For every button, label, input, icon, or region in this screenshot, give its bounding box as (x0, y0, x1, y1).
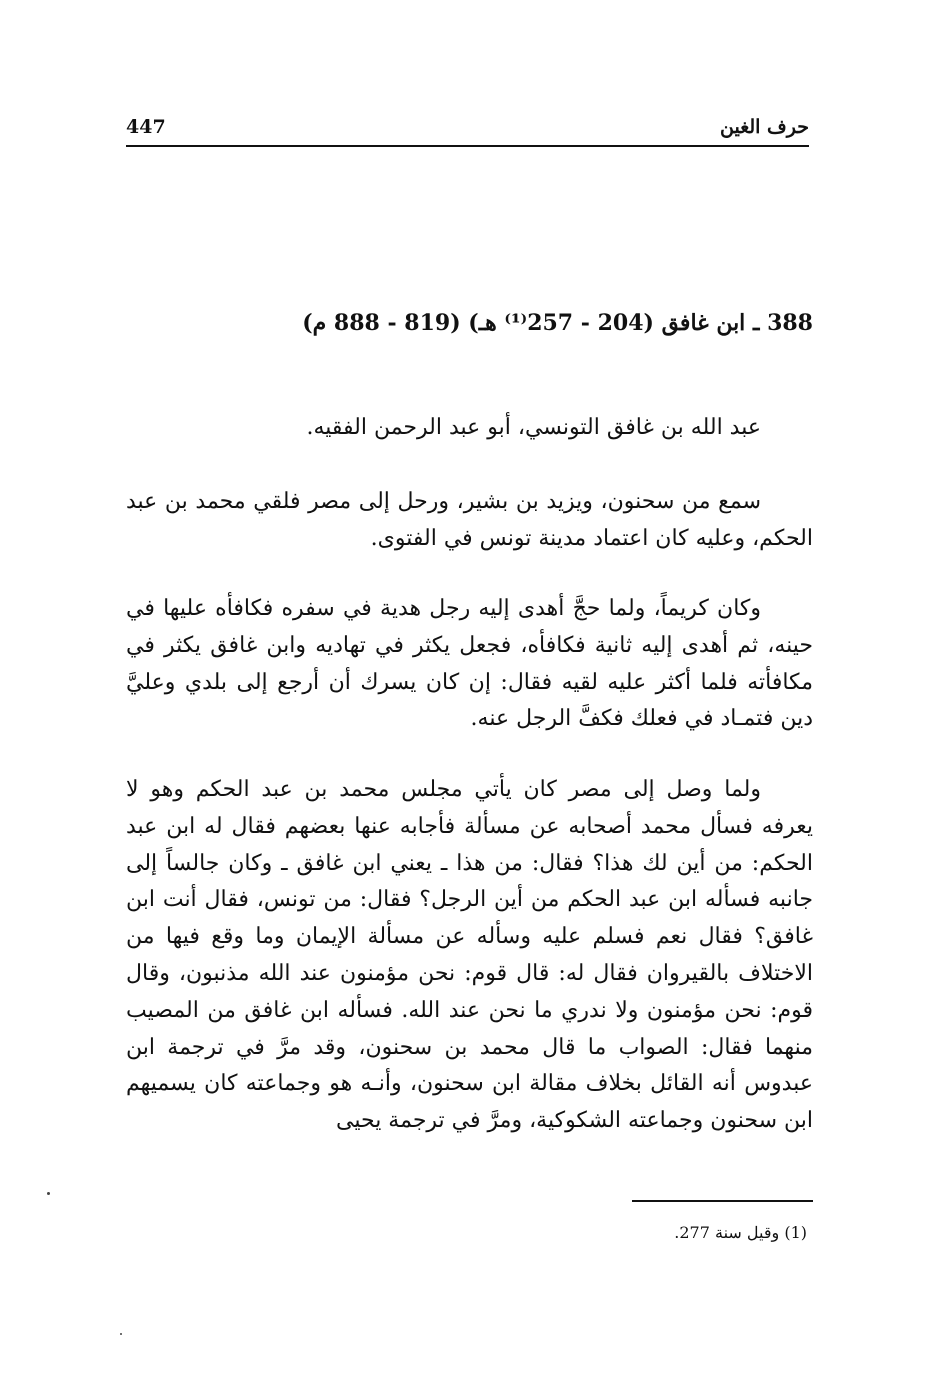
page-number: 447 (126, 116, 166, 138)
paragraph-teachers (126, 484, 813, 558)
paragraph-text: عبد الله بن غافق التونسي، أبو عبد الرحمن الفقيه. (306, 415, 761, 440)
scan-speck (47, 1192, 50, 1195)
running-title: حرف الغين (720, 116, 809, 138)
header-rule (126, 145, 809, 147)
footnote: (1) وقيل سنة 277. (674, 1223, 807, 1242)
scan-speck (120, 1333, 122, 1335)
paragraph-text: وكان كريماً، ولما حجَّ أهدى إليه رجل هدية في سفره فكافأه عليها في حينه، ثم أهدى إليه ثانية فكافأه، فجعل يكثر في تهاديه وابن غافق يكثر في مكافأته فلما أكثر عليه لقيه فقال: إن كان يسرك أن أرجع إلى بلدي وعليَّ دين فتمـاد في فعلك فكفَّ الرجل عنه. (126, 596, 813, 732)
paragraph-generosity (126, 591, 813, 738)
entry-heading: 388 ـ ابن غافق (204 - 257⁽¹⁾ هـ) (819 - 888 م) (302, 310, 813, 336)
paragraph-text: سمع من سحنون، ويزيد بن بشير، ورحل إلى مصر فلقي محمد بن عبد الحكم، وعليه كان اعتماد مدينة تونس في الفتوى. (126, 489, 813, 551)
paragraph-text: ولما وصل إلى مصر كان يأتي مجلس محمد بن عبد الحكم وهو لا يعرفه فسأل محمد أصحابه عن مسألة فأجابه عنها بعضهم فقال له ابن عبد الحكم: من أين لك هذا؟ فقال: من هذا ـ يعني ابن غافق ـ وكان جالساً إلى جانبه فسأله ابن عبد الحكم من أين الرجل؟ فقال: من تونس، فقال أنت ابن غافق؟ فقال نعم فسلم عليه وسأله عن مسألة الإيمان وما وقع فيها من الاختلاف بالقيروان فقال له: قال قوم: نحن مؤمنون عند الله مذنبون، وقال قوم: نحن مؤمنون ولا ندري ما نحن عند الله. فسأله ابن غافق من المصيب منهما فقال: الصواب ما قال محمد بن سحنون، وقد مرَّ في ترجمة ابن عبدوس أنه القائل بخلاف مقالة ابن سحنون، وأنـه هو وجماعته كان يسميهم ابن سحنون وجماعته الشكوكية، ومرَّ في ترجمة يحيى (126, 777, 814, 1134)
paragraph-name (126, 410, 813, 447)
footnote-rule (632, 1200, 813, 1202)
paragraph-egypt (126, 772, 813, 1140)
page-header (126, 112, 809, 142)
